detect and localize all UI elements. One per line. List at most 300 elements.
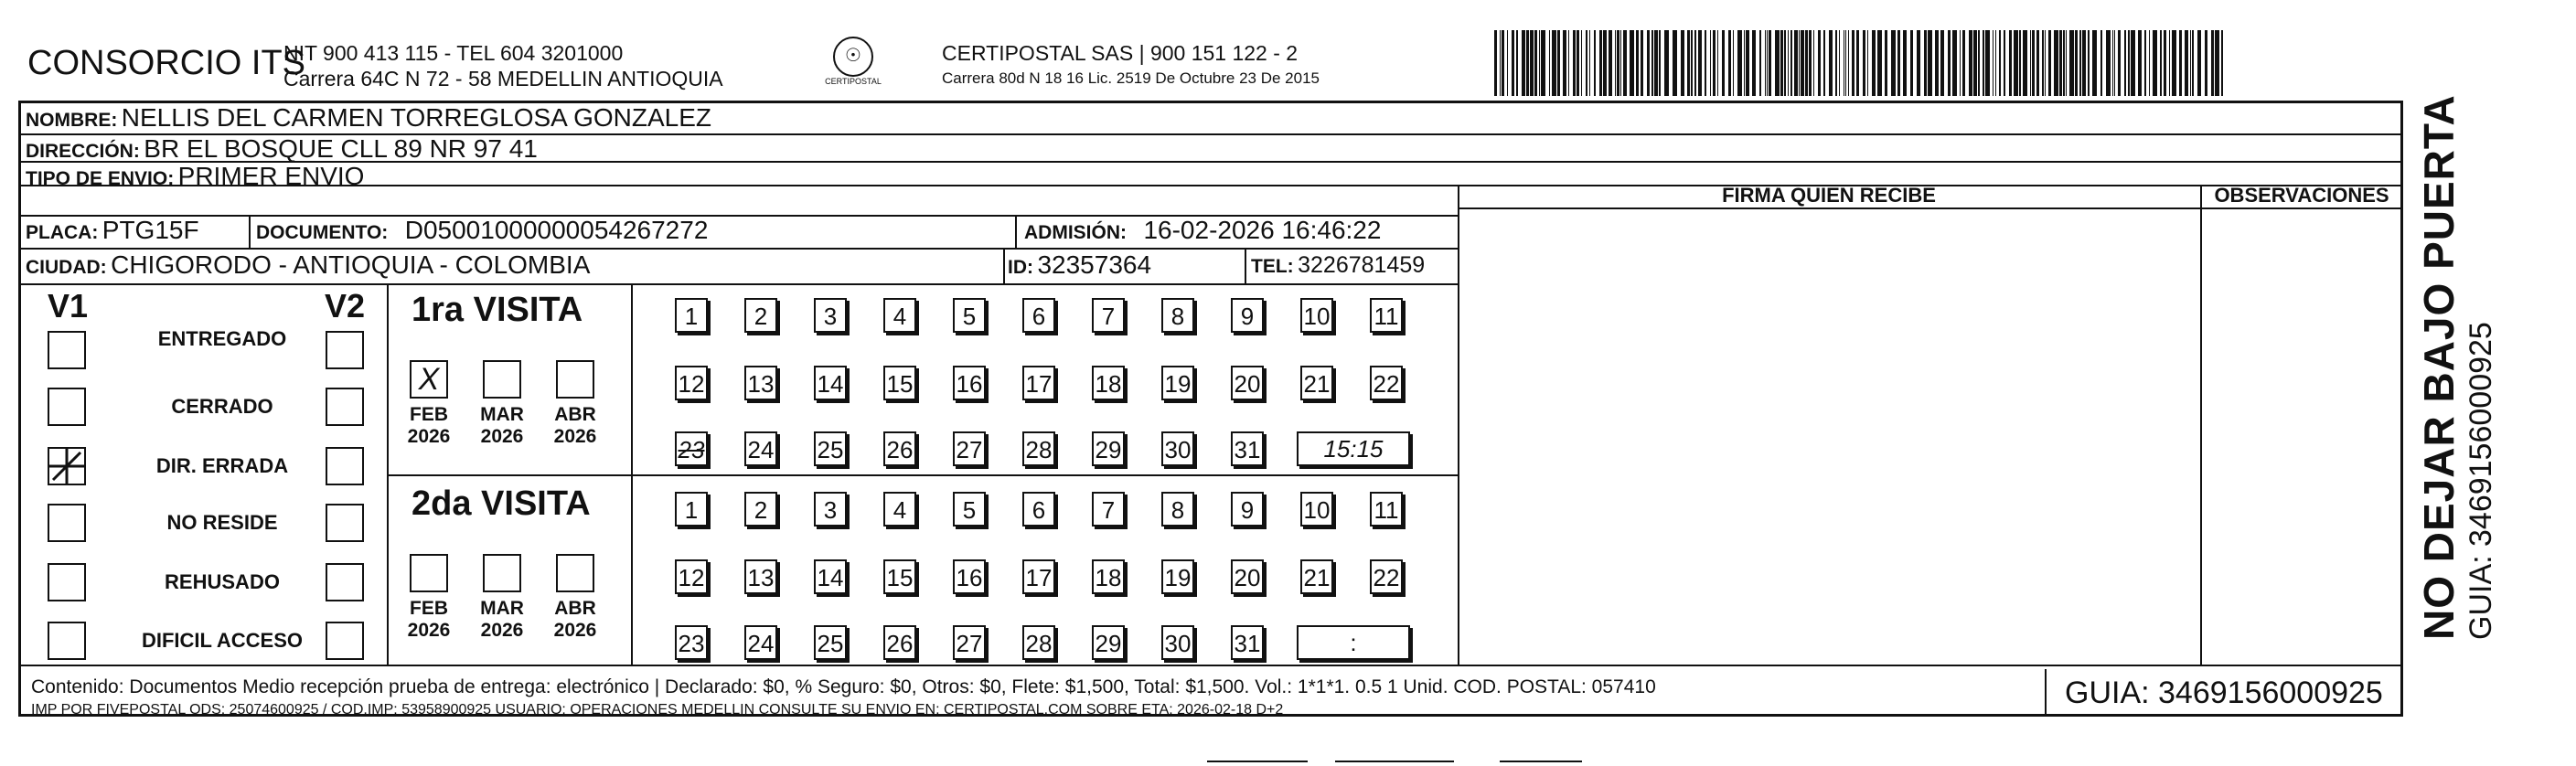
barcode-bar [1722, 30, 1725, 96]
month-name: ABR [554, 598, 596, 619]
barcode-bar [1928, 30, 1932, 96]
v1-checkbox[interactable] [48, 388, 86, 426]
month-label [400, 404, 458, 448]
barcode-bar [2032, 30, 2035, 96]
certipostal-info [942, 40, 1320, 91]
barcode-bar [1710, 30, 1711, 96]
day-box[interactable]: 16 [953, 559, 986, 594]
barcode-bar [1534, 30, 1537, 96]
company-info [283, 40, 723, 91]
barcode-bar [1829, 30, 1833, 96]
barcode-bar [1867, 30, 1868, 96]
barcode-bar [1799, 30, 1800, 96]
day-box[interactable]: 19 [1161, 366, 1194, 400]
barcode-bar [2128, 30, 2130, 96]
barcode-bar [1577, 30, 1579, 96]
barcode-bar [1910, 30, 1913, 96]
day-box[interactable]: 3 [814, 492, 847, 527]
barcode-bar [1856, 30, 1859, 96]
day-box[interactable]: 31 [1231, 431, 1264, 466]
day-box[interactable]: 2 [744, 492, 777, 527]
barcode-bar [2114, 30, 2115, 96]
barcode-bar [1891, 30, 1896, 96]
barcode-bar [2172, 30, 2176, 96]
barcode-bar [1603, 30, 1607, 96]
barcode-bar [1526, 30, 1529, 96]
barcode-bar [2112, 30, 2113, 96]
barcode-bar [1813, 30, 1814, 96]
barcode-bar [1654, 30, 1658, 96]
v1-checkbox[interactable] [48, 504, 86, 542]
barcode-bar [1717, 30, 1718, 96]
barcode-bar [1903, 30, 1907, 96]
day-box[interactable]: 8 [1161, 298, 1194, 333]
no-dejar-warning: NO DEJAR BAJO PUERTA [2415, 94, 2463, 640]
tel-value: 3226781459 [1298, 252, 1426, 278]
barcode-bar [2124, 30, 2126, 96]
barcode-bar [2030, 30, 2031, 96]
side-guia: GUIA: 3469156000925 [2464, 322, 2498, 640]
barcode-bar [2066, 30, 2067, 96]
v1-checkbox[interactable] [48, 447, 86, 485]
status-label: CERRADO [171, 395, 273, 418]
month-checkbox[interactable] [410, 554, 448, 592]
day-box[interactable]: 25 [814, 431, 847, 466]
visit1-title: 1ra VISITA [412, 291, 583, 329]
v1-checkbox[interactable] [48, 622, 86, 660]
barcode-bar [2164, 30, 2166, 96]
day-box[interactable]: 23 [675, 431, 708, 466]
nombre-label: NOMBRE: [26, 110, 118, 131]
nombre-value: NELLIS DEL CARMEN TORREGLOSA GONZALEZ [121, 103, 711, 132]
barcode-bar [2100, 30, 2102, 96]
day-box[interactable]: 9 [1231, 492, 1264, 527]
barcode-bar [1845, 30, 1846, 96]
day-box[interactable]: 15 [883, 366, 916, 400]
day-box[interactable]: 11 [1370, 298, 1403, 333]
barcode-bar [1512, 30, 1514, 96]
barcode-bar [1759, 30, 1761, 96]
barcode-bar [2138, 30, 2142, 96]
barcode-bar [1581, 30, 1582, 96]
barcode-bar [2131, 30, 2135, 96]
month-name: MAR [480, 404, 524, 425]
day-box[interactable]: 26 [883, 625, 916, 660]
day-box[interactable]: 29 [1092, 431, 1125, 466]
id-value: 32357364 [1037, 250, 1152, 279]
barcode-bar [1530, 30, 1534, 96]
status-label: DIR. ERRADA [155, 454, 289, 477]
day-box[interactable]: 6 [1022, 298, 1055, 333]
barcode-bar [2082, 30, 2086, 96]
barcode-bar [1557, 30, 1560, 96]
day-box[interactable]: 14 [814, 559, 847, 594]
direccion-value: BR EL BOSQUE CLL 89 NR 97 41 [144, 134, 538, 163]
barcode-bar [2205, 30, 2207, 96]
v2-checkbox[interactable] [326, 331, 364, 369]
day-box[interactable]: 31 [1231, 625, 1264, 660]
day-box[interactable]: 30 [1161, 431, 1194, 466]
footer-print-line: IMP POR FIVEPOSTAL ODS: 25074600925 / COD.IMP: 53958900925 USUARIO: OPERACIONES MEDELLIN CONSULTE SU ENVIO EN: CERTIPOSTAL.COM SOBRE ETA: 2026-02-18 D+2 [31, 702, 1284, 718]
barcode-bar [1713, 30, 1716, 96]
barcode-bar [1872, 30, 1876, 96]
barcode-bar [1502, 30, 1504, 96]
barcode-bar [1494, 30, 1497, 96]
day-box[interactable]: 24 [744, 431, 777, 466]
barcode-bar [1681, 30, 1684, 96]
placa-value: PTG15F [102, 216, 199, 244]
month-label [473, 404, 531, 448]
barcode-bar [1917, 30, 1920, 96]
day-box[interactable]: 15 [883, 559, 916, 594]
barcode-bar [1728, 30, 1731, 96]
barcode-bar [2106, 30, 2111, 96]
barcode-bar [2036, 30, 2039, 96]
barcode-bar [1705, 30, 1706, 96]
day-box[interactable]: 12 [675, 366, 708, 400]
barcode-bar [1552, 30, 1556, 96]
day-box[interactable]: 18 [1092, 559, 1125, 594]
month-name: FEB [410, 404, 448, 425]
day-box[interactable]: 19 [1161, 559, 1194, 594]
barcode-bar [1784, 30, 1786, 96]
barcode-bar [1863, 30, 1865, 96]
barcode [1492, 30, 2228, 96]
month-label [546, 404, 604, 448]
day-box[interactable]: 30 [1161, 625, 1194, 660]
barcode-bar [1541, 30, 1545, 96]
barcode-bar [1630, 30, 1634, 96]
barcode-bar [2169, 30, 2170, 96]
barcode-bar [2092, 30, 2097, 96]
observaciones-header: OBSERVACIONES [2214, 184, 2389, 207]
barcode-bar [1769, 30, 1771, 96]
barcode-bar [1952, 30, 1957, 96]
tel-label: TEL: [1251, 256, 1294, 277]
barcode-bar [2211, 30, 2214, 96]
barcode-bar [1794, 30, 1798, 96]
barcode-bar [1995, 30, 1996, 96]
v2-checkbox[interactable] [326, 447, 364, 485]
day-box[interactable]: 27 [953, 431, 986, 466]
day-box[interactable]: 28 [1022, 431, 1055, 466]
barcode-bar [1586, 30, 1587, 96]
tipo-field [26, 162, 364, 191]
barcode-bar [2215, 30, 2219, 96]
status-label: DIFICIL ACCESO [141, 629, 303, 652]
barcode-bar [1594, 30, 1596, 96]
barcode-bar [1960, 30, 1961, 96]
status-label: REHUSADO [165, 570, 280, 593]
barcode-bar [1765, 30, 1766, 96]
visit2-title: 2da VISITA [412, 484, 591, 523]
v2-header: V2 [325, 287, 366, 324]
barcode-bar [1664, 30, 1669, 96]
barcode-bar [1835, 30, 1837, 96]
barcode-bar [1940, 30, 1944, 96]
footer-guia: GUIA: 3469156000925 [2045, 669, 2403, 717]
day-box[interactable]: 2 [744, 298, 777, 333]
barcode-bar [2059, 30, 2062, 96]
day-box[interactable]: 23 [675, 625, 708, 660]
day-box[interactable]: 10 [1300, 492, 1333, 527]
barcode-bar [2197, 30, 2201, 96]
day-box[interactable]: 12 [675, 559, 708, 594]
day-box[interactable]: 24 [744, 625, 777, 660]
day-box[interactable]: 26 [883, 431, 916, 466]
month-name: MAR [480, 598, 524, 619]
day-box[interactable]: 22 [1370, 366, 1403, 400]
barcode-bar [1673, 30, 1677, 96]
day-box[interactable]: 5 [953, 298, 986, 333]
barcode-bar [2054, 30, 2058, 96]
day-box[interactable]: 17 [1022, 559, 1055, 594]
day-box[interactable]: 27 [953, 625, 986, 660]
ciudad-value: CHIGORODO - ANTIOQUIA - COLOMBIA [111, 250, 591, 279]
barcode-bar [1641, 30, 1643, 96]
nombre-field [26, 103, 711, 133]
day-box[interactable]: 20 [1231, 559, 1264, 594]
documento-label: DOCUMENTO: [256, 222, 389, 243]
visit-time[interactable]: 15:15 [1297, 431, 1410, 466]
barcode-bar [1589, 30, 1590, 96]
barcode-bar [1549, 30, 1550, 96]
barcode-bar [1744, 30, 1745, 96]
day-box[interactable]: 4 [883, 298, 916, 333]
barcode-bar [2075, 30, 2078, 96]
day-box[interactable]: 13 [744, 366, 777, 400]
barcode-bar [2118, 30, 2121, 96]
ciudad-field [26, 250, 590, 280]
barcode-bar [1599, 30, 1602, 96]
day-box[interactable]: 22 [1370, 559, 1403, 594]
barcode-bar [1737, 30, 1742, 96]
barcode-bar [1609, 30, 1612, 96]
barcode-bar [1507, 30, 1508, 96]
barcode-bar [1839, 30, 1840, 96]
status-label: ENTREGADO [157, 327, 287, 350]
barcode-bar [1573, 30, 1576, 96]
day-box[interactable]: 7 [1092, 298, 1125, 333]
barcode-bar [1809, 30, 1812, 96]
barcode-bar [2160, 30, 2162, 96]
month-year: 2026 [553, 426, 597, 447]
tel-field [1251, 252, 1425, 279]
certipostal-line: CERTIPOSTAL SAS | 900 151 122 - 2 [942, 41, 1299, 65]
barcode-bar [2063, 30, 2065, 96]
day-box[interactable]: 10 [1300, 298, 1333, 333]
barcode-bar [2079, 30, 2081, 96]
barcode-bar [1694, 30, 1696, 96]
day-box[interactable]: 9 [1231, 298, 1264, 333]
barcode-bar [1805, 30, 1808, 96]
barcode-bar [2144, 30, 2146, 96]
admision-value: 16-02-2026 16:46:22 [1143, 216, 1382, 244]
month-year: 2026 [407, 426, 451, 447]
barcode-bar [1636, 30, 1639, 96]
month-label [473, 598, 531, 642]
barcode-bar [1877, 30, 1882, 96]
barcode-bar [1935, 30, 1939, 96]
day-box[interactable]: 29 [1092, 625, 1125, 660]
v2-checkbox[interactable] [326, 388, 364, 426]
barcode-bar [2023, 30, 2027, 96]
barcode-bar [1788, 30, 1789, 96]
barcode-bar [1767, 30, 1768, 96]
month-checkbox[interactable] [483, 360, 521, 399]
barcode-bar [1999, 30, 2001, 96]
admision-field [1024, 216, 1381, 245]
placa-label: PLACA: [26, 222, 99, 243]
barcode-bar [1978, 30, 1980, 96]
month-checkbox[interactable]: X [410, 360, 448, 399]
direccion-field [26, 134, 538, 164]
v1-checkbox[interactable] [48, 331, 86, 369]
barcode-bar [2149, 30, 2150, 96]
month-name: FEB [410, 598, 448, 619]
documento-field [256, 216, 708, 245]
barcode-bar [2019, 30, 2021, 96]
day-box[interactable]: 21 [1300, 559, 1333, 594]
day-box[interactable]: 1 [675, 298, 708, 333]
barcode-bar [1752, 30, 1756, 96]
company-name: CONSORCIO ITS [27, 44, 306, 82]
day-box[interactable]: 14 [814, 366, 847, 400]
barcode-bar [1733, 30, 1734, 96]
barcode-bar [2185, 30, 2188, 96]
day-box[interactable]: 28 [1022, 625, 1055, 660]
barcode-bar [2048, 30, 2051, 96]
address-line: Carrera 64C N 72 - 58 MEDELLIN ANTIOQUIA [283, 67, 723, 90]
barcode-bar [1885, 30, 1887, 96]
month-checkbox[interactable] [483, 554, 521, 592]
v1-header: V1 [48, 287, 89, 324]
month-checkbox[interactable] [556, 360, 594, 399]
direccion-label: DIRECCIÓN: [26, 141, 140, 162]
barcode-bar [2190, 30, 2191, 96]
barcode-bar [1983, 30, 1984, 96]
barcode-bar [1522, 30, 1525, 96]
day-box[interactable]: 11 [1370, 492, 1403, 527]
barcode-bar [2179, 30, 2182, 96]
barcode-bar [1790, 30, 1792, 96]
v2-checkbox[interactable] [326, 563, 364, 601]
barcode-bar [1897, 30, 1900, 96]
barcode-bar [1539, 30, 1540, 96]
barcode-bar [2153, 30, 2157, 96]
status-label: NO RESIDE [166, 511, 278, 534]
barcode-bar [2069, 30, 2074, 96]
barcode-bar [1659, 30, 1661, 96]
logo-icon: ☉ [833, 37, 873, 77]
month-name: ABR [554, 404, 596, 425]
day-box[interactable]: 3 [814, 298, 847, 333]
day-box[interactable]: 16 [953, 366, 986, 400]
barcode-bar [1691, 30, 1693, 96]
barcode-bar [1623, 30, 1627, 96]
certipostal-address: Carrera 80d N 18 16 Lic. 2519 De Octubre 23 De 2015 [942, 69, 1320, 87]
footer-content-line: Contenido: Documentos Medio recepción prueba de entrega: electrónico | Declarado: $0, % Seguro: $0, Otros: $0, Flete: $1,500, Total: $1,500. Vol.: 1*1*1. 0.5 1 Unid. COD. POSTAL: 057410 [31, 676, 1656, 697]
barcode-bar [1848, 30, 1849, 96]
barcode-bar [1780, 30, 1783, 96]
barcode-bar [1973, 30, 1977, 96]
barcode-bar [2088, 30, 2090, 96]
day-box[interactable]: 8 [1161, 492, 1194, 527]
day-box[interactable]: 6 [1022, 492, 1055, 527]
certipostal-logo [821, 37, 885, 91]
admision-label: ADMISIÓN: [1024, 222, 1127, 243]
barcode-bar [1687, 30, 1690, 96]
ciudad-label: CIUDAD: [26, 257, 107, 278]
barcode-bar [1617, 30, 1619, 96]
day-box[interactable]: 21 [1300, 366, 1333, 400]
barcode-bar [2009, 30, 2012, 96]
month-label [546, 598, 604, 642]
barcode-bar [1651, 30, 1653, 96]
day-box[interactable]: 18 [1092, 366, 1125, 400]
id-field [1008, 250, 1151, 280]
barcode-bar [1620, 30, 1621, 96]
barcode-bar [1969, 30, 1972, 96]
day-box[interactable]: 13 [744, 559, 777, 594]
v2-checkbox[interactable] [326, 622, 364, 660]
barcode-bar [1823, 30, 1825, 96]
check-mark-icon [49, 449, 84, 484]
day-box[interactable]: 1 [675, 492, 708, 527]
barcode-bar [1746, 30, 1749, 96]
barcode-bar [1647, 30, 1650, 96]
tipo-label: TIPO DE ENVIO: [26, 168, 175, 189]
v1-checkbox[interactable] [48, 563, 86, 601]
barcode-bar [1801, 30, 1804, 96]
barcode-bar [1924, 30, 1927, 96]
barcode-bar [2014, 30, 2018, 96]
visit-time[interactable]: : [1297, 625, 1410, 660]
day-box[interactable]: 20 [1231, 366, 1264, 400]
month-year: 2026 [480, 426, 524, 447]
barcode-bar [2042, 30, 2044, 96]
month-checkbox[interactable] [556, 554, 594, 592]
barcode-bar [1948, 30, 1951, 96]
barcode-bar [1775, 30, 1780, 96]
barcode-bar [1516, 30, 1518, 96]
firma-header: FIRMA QUIEN RECIBE [1722, 184, 1936, 207]
nit-line: NIT 900 413 115 - TEL 604 3201000 [283, 41, 624, 65]
barcode-bar [1563, 30, 1566, 96]
day-box[interactable]: 5 [953, 492, 986, 527]
tipo-value: PRIMER ENVIO [177, 162, 365, 190]
day-box[interactable]: 7 [1092, 492, 1125, 527]
barcode-bar [2004, 30, 2005, 96]
day-box[interactable]: 17 [1022, 366, 1055, 400]
documento-value: D05001000000054267272 [404, 216, 709, 244]
barcode-bar [1500, 30, 1501, 96]
barcode-bar [1852, 30, 1855, 96]
id-label: ID: [1008, 257, 1033, 278]
month-year: 2026 [407, 620, 451, 641]
barcode-bar [1962, 30, 1965, 96]
barcode-bar [1568, 30, 1569, 96]
barcode-bar [2045, 30, 2046, 96]
day-box[interactable]: 4 [883, 492, 916, 527]
month-year: 2026 [553, 620, 597, 641]
barcode-bar [1698, 30, 1702, 96]
v2-checkbox[interactable] [326, 504, 364, 542]
barcode-bar [2192, 30, 2194, 96]
logo-text: CERTIPOSTAL [825, 77, 882, 86]
day-box[interactable]: 25 [814, 625, 847, 660]
barcode-bar [1985, 30, 1990, 96]
